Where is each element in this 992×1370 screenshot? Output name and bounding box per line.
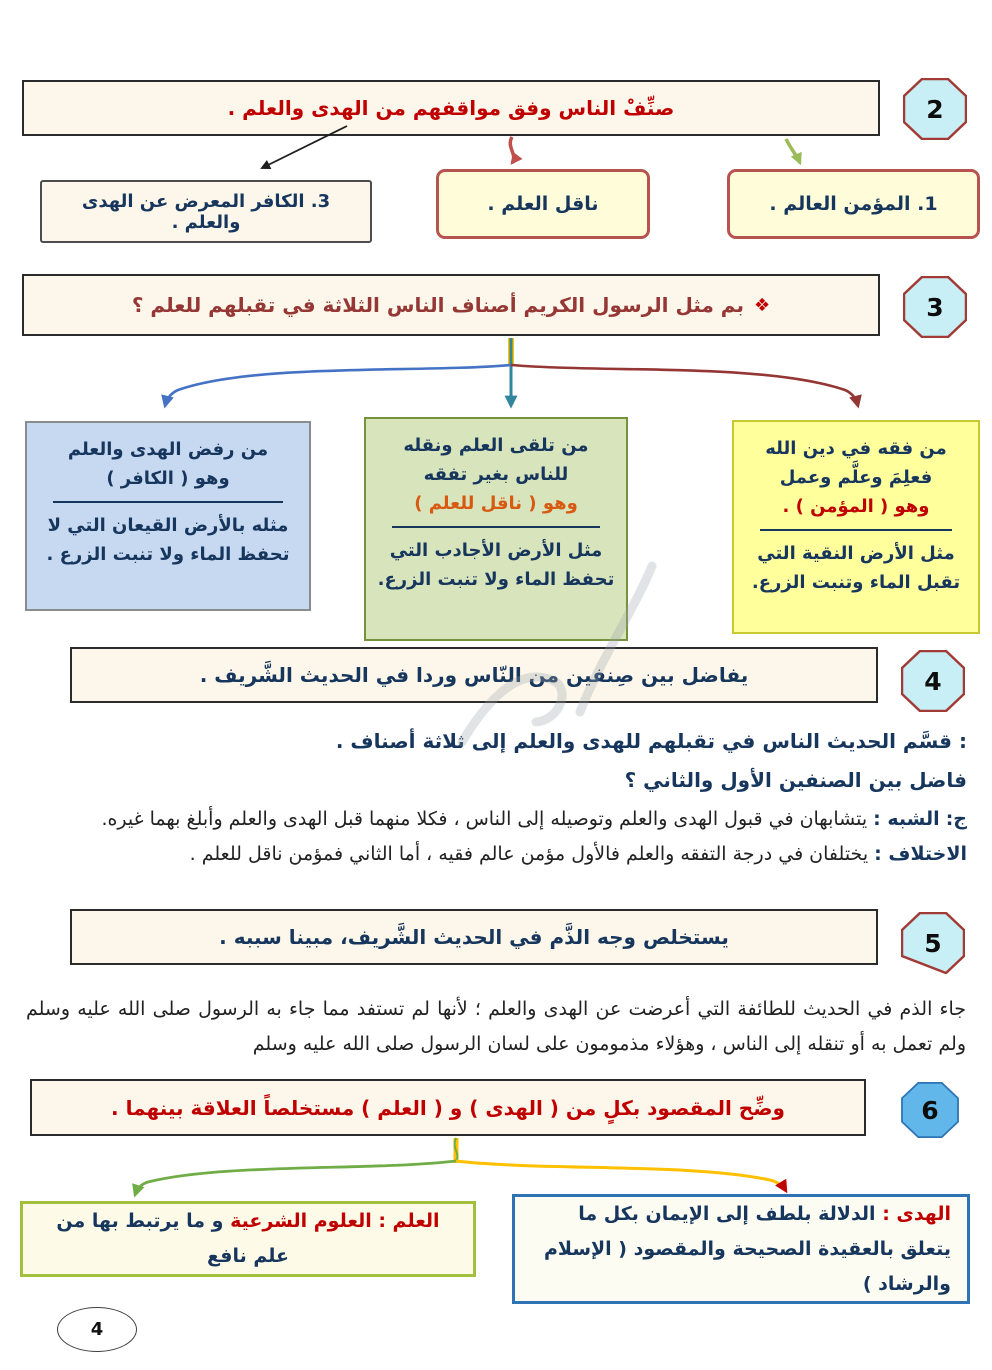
question-6-number: 6	[921, 1095, 939, 1125]
transmitter-card	[364, 417, 628, 641]
difference-text: يختلفان في درجة التفقه والعلم فالأول مؤمن عالم فقيه ، أما الثاني فمؤمن ناقل للعلم .	[189, 843, 869, 865]
ilm-definition-text	[39, 1204, 457, 1274]
believer-desc: من فقه في دين الله فعلِمَ وعلَّم وعمل	[765, 438, 947, 488]
arrow-to-transmitter-answer	[510, 137, 513, 163]
question-5-title: يستخلص وجه الذَّم في الحديث الشَّريف، مبينا سببه .	[219, 925, 729, 949]
arrow-to-believer-card	[511, 365, 858, 406]
question-2-number: 2	[926, 94, 944, 124]
ilm-label: العلم : العلوم الشرعية	[230, 1210, 440, 1232]
page-number-oval	[57, 1307, 137, 1352]
q4-compare-question: فاضل بين الصنفين الأول والثاني ؟	[624, 768, 967, 792]
ilm-definition-box	[20, 1201, 476, 1277]
believer-who: وهو ( المؤمن ) .	[782, 496, 930, 517]
disbeliever-desc: من رفض الهدى والعلم	[67, 439, 269, 460]
answer-disbeliever-label: 3. الكافر المعرض عن الهدى والعلم .	[81, 190, 331, 233]
transmitter-desc: من تلقى العلم ونقله للناس بغير تفقه	[403, 435, 589, 485]
believer-example: مثل الأرض النقية التي تقبل الماء وتنبت الزرع.	[751, 543, 961, 593]
divider	[53, 501, 283, 503]
question-3-title: بم مثل الرسول الكريم أصناف الناس الثلاثة في تقبلهم للعلم ؟	[131, 293, 745, 317]
answer-transmitter-label: ناقل العلم .	[487, 193, 599, 215]
question-3-number: 3	[926, 292, 944, 322]
transmitter-example: مثل الأرض الأجادب التي تحفظ الماء ولا تنبت الزرع.	[377, 540, 615, 590]
question-4-title: يفاضل بين صِنفين من النّاس وردا في الحديث الشَّريف .	[199, 663, 749, 687]
question-5-badge	[901, 912, 965, 974]
ilm-text: و ما يرتبط بها من علم نافع	[56, 1210, 289, 1267]
page-number: 4	[90, 1319, 104, 1340]
question-3-box	[22, 274, 880, 336]
q4-similarity-line	[25, 802, 967, 837]
q4-difference-line	[25, 837, 967, 872]
question-4-answer	[25, 724, 967, 872]
transmitter-who: وهو ( ناقل للعلم )	[414, 493, 578, 514]
difference-label: الاختلاف :	[874, 843, 967, 865]
question-6-badge	[901, 1082, 959, 1138]
answer-disbeliever-box	[40, 180, 372, 243]
diamond-bullet-icon: ❖	[754, 294, 771, 316]
question-6-title: وضِّح المقصود بكلٍ من ( الهدى ) و ( العلم ) مستخلصاً العلاقة بينهما .	[111, 1095, 785, 1120]
huda-text: الدلالة بلطف إلى الإيمان بكل ما يتعلق بالعقيدة الصحيحة والمقصود ( الإسلام والرشاد )	[544, 1202, 951, 1295]
question-6-box	[30, 1079, 866, 1136]
huda-definition-box	[512, 1194, 970, 1304]
huda-label: الهدى :	[882, 1202, 951, 1225]
arrow-stem-q6-green	[455, 1138, 458, 1161]
arrow-to-huda-box	[456, 1161, 786, 1191]
question-3-badge	[903, 276, 967, 338]
answer-prefix: ج:	[945, 808, 967, 830]
question-2-title: صنِّفْ الناس وفق مواقفهم من الهدى والعلم .	[227, 96, 675, 120]
answer-transmitter-box	[436, 169, 650, 239]
similarity-text: يتشابهان في قبول الهدى والعلم وتوصيله إلى الناس ، فكلا منهما قبل الهدى والعلم وأبلغ بهما غيره.	[101, 808, 868, 830]
disbeliever-example: مثله بالأرض القيعان التي لا تحفظ الماء ولا تنبت الزرع .	[46, 515, 290, 565]
similarity-label: الشبه :	[873, 808, 940, 830]
question-5-answer: جاء الذم في الحديث للطائفة التي أعرضت عن الهدى والعلم ؛ لأنها لم تستفد مما جاء به الرسول صلى الله عليه وسلم ولم تعمل به أو تنقله إلى الناس ، وهؤلاء مذمومون على لسان الرسول صلى الله عليه وسلم	[26, 998, 966, 1055]
answer-believer-box	[727, 169, 980, 239]
disbeliever-who: وهو ( الكافر )	[106, 468, 230, 489]
question-2-badge	[903, 78, 967, 140]
answer-believer-label: 1. المؤمن العالم .	[769, 193, 938, 215]
question-2-box	[22, 80, 880, 136]
divider	[760, 529, 952, 531]
arrow-to-disbeliever-card	[165, 365, 511, 406]
question-4-number: 4	[924, 666, 942, 696]
question-5-number: 5	[924, 928, 942, 958]
arrow-to-believer-answer	[786, 139, 800, 163]
believer-card	[732, 420, 980, 634]
arrow-to-ilm-box	[135, 1161, 456, 1195]
question-4-badge	[901, 650, 965, 712]
huda-definition-text	[531, 1197, 951, 1302]
question-4-box	[70, 647, 878, 703]
question-5-box	[70, 909, 878, 965]
disbeliever-card	[25, 421, 311, 611]
divider	[392, 526, 600, 528]
q4-intro-line: : قسَّم الحديث الناس في تقبلهم للهدى والعلم إلى ثلاثة أصناف .	[335, 729, 967, 753]
